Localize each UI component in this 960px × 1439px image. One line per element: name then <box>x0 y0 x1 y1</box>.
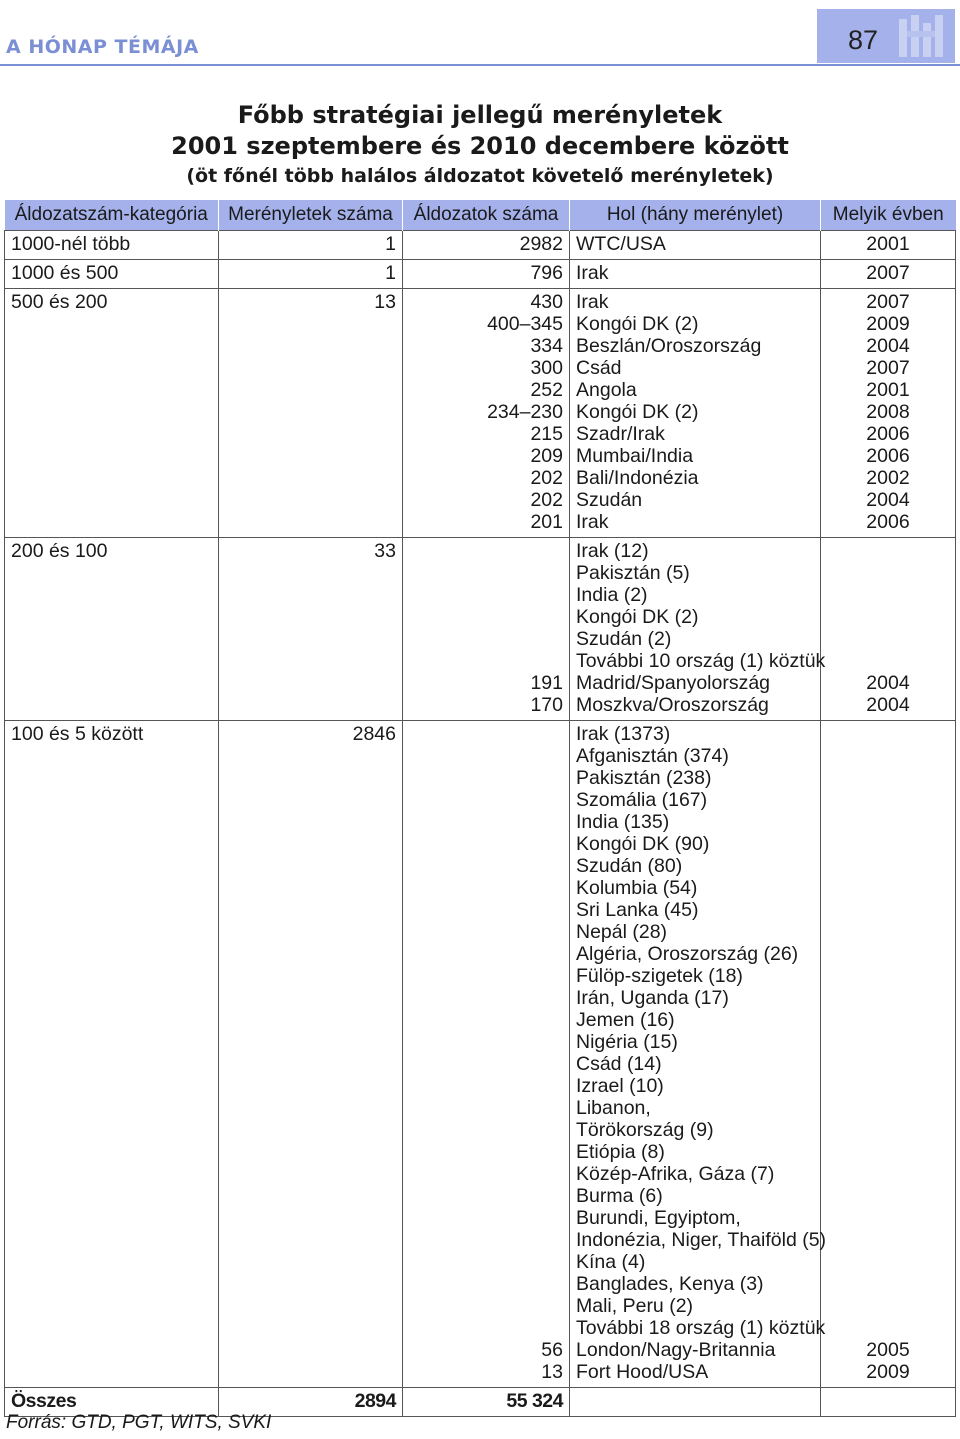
victims-value: 170 <box>530 694 563 716</box>
place-entry: Csád (14) <box>576 1053 662 1075</box>
years-cell <box>821 538 956 721</box>
table-body <box>5 231 956 1388</box>
year-value <box>827 855 949 877</box>
victims-value <box>409 943 563 965</box>
year-value <box>827 965 949 987</box>
table-row <box>5 289 956 538</box>
year-value: 2006 <box>866 445 910 467</box>
table-row <box>5 721 956 1388</box>
year-value: 2009 <box>866 313 910 335</box>
place-entry: Irak <box>576 262 609 284</box>
victims-cell <box>403 538 570 721</box>
place-entry: Irak <box>576 291 609 313</box>
place-entry: Kongói DK (90) <box>576 833 710 855</box>
victims-value: 2982 <box>519 233 563 255</box>
victims-cell <box>403 260 570 289</box>
year-value <box>827 1163 949 1185</box>
victims-value <box>409 811 563 833</box>
year-value <box>827 921 949 943</box>
total-places <box>570 1388 821 1417</box>
place-entry: Kolumbia (54) <box>576 877 698 899</box>
attack-count-cell: 1 <box>219 260 403 289</box>
table-row <box>5 260 956 289</box>
year-value: 2007 <box>866 291 910 313</box>
place-entry: Irán, Uganda (17) <box>576 987 729 1009</box>
place-entry: Szudán (80) <box>576 855 683 877</box>
year-value <box>827 562 949 584</box>
place-entry: Kína (4) <box>576 1251 646 1273</box>
attack-count-cell: 2846 <box>219 721 403 1388</box>
victims-cell <box>403 721 570 1388</box>
place-entry: Izrael (10) <box>576 1075 664 1097</box>
year-value <box>827 1097 949 1119</box>
attack-count-cell: 1 <box>219 231 403 260</box>
year-value <box>827 789 949 811</box>
years-cell <box>821 260 956 289</box>
place-entry: London/Nagy-Britannia <box>576 1339 776 1361</box>
place-entry: Burma (6) <box>576 1185 663 1207</box>
table-header-row <box>5 200 956 231</box>
place-entry: Irak (1373) <box>576 723 671 745</box>
victims-value <box>409 1317 563 1339</box>
year-value <box>827 833 949 855</box>
victims-value <box>409 1273 563 1295</box>
category-cell: 500 és 200 <box>5 289 219 538</box>
col-header-victims: Áldozatok száma <box>403 200 570 231</box>
col-header-count: Merényletek száma <box>219 200 403 231</box>
place-entry: Jemen (16) <box>576 1009 675 1031</box>
place-entry: Törökország (9) <box>576 1119 714 1141</box>
victims-value: 191 <box>530 672 563 694</box>
attack-count-cell: 13 <box>219 289 403 538</box>
place-entry: Mumbai/India <box>576 445 694 467</box>
victims-value: 202 <box>530 489 563 511</box>
section-label: A HÓNAP TÉMÁJA <box>6 36 199 58</box>
victims-cell <box>403 289 570 538</box>
places-cell <box>570 260 821 289</box>
victims-value: 796 <box>530 262 563 284</box>
place-entry: Kongói DK (2) <box>576 313 699 335</box>
victims-value <box>409 1163 563 1185</box>
category-cell: 200 és 100 <box>5 538 219 721</box>
year-value <box>827 1207 949 1229</box>
year-value <box>827 1251 949 1273</box>
place-entry: Mali, Peru (2) <box>576 1295 694 1317</box>
year-value: 2004 <box>866 694 910 716</box>
year-value <box>827 1031 949 1053</box>
place-entry: Algéria, Oroszország (26) <box>576 943 799 965</box>
total-count: 2894 <box>219 1388 403 1417</box>
victims-cell <box>403 231 570 260</box>
place-entry: Csád <box>576 357 622 379</box>
place-entry: Irak <box>576 511 609 533</box>
page-number: 87 <box>848 25 879 55</box>
year-value <box>827 1053 949 1075</box>
attacks-table-wrapper <box>4 200 955 1417</box>
place-entry: Moszkva/Oroszország <box>576 694 769 716</box>
year-value <box>827 540 949 562</box>
victims-value: 400–345 <box>487 313 563 335</box>
table-row <box>5 538 956 721</box>
place-entry: WTC/USA <box>576 233 666 255</box>
victims-value <box>409 899 563 921</box>
victims-value <box>409 877 563 899</box>
attacks-table <box>4 200 956 1417</box>
year-value <box>827 1295 949 1317</box>
total-victims: 55 324 <box>403 1388 570 1417</box>
year-value: 2002 <box>866 467 910 489</box>
title-period: 2001 szeptembere és 2010 decembere között <box>171 132 789 160</box>
place-entry: Beszlán/Oroszország <box>576 335 762 357</box>
table-row <box>5 231 956 260</box>
year-value <box>827 987 949 1009</box>
year-value <box>827 1009 949 1031</box>
category-cell: 100 és 5 között <box>5 721 219 1388</box>
place-entry: Irak (12) <box>576 540 649 562</box>
year-value: 2008 <box>866 401 910 423</box>
place-entry: Szomália (167) <box>576 789 708 811</box>
year-value <box>827 723 949 745</box>
year-value <box>827 628 949 650</box>
victims-value <box>409 1075 563 1097</box>
victims-value: 13 <box>541 1361 563 1383</box>
victims-value <box>409 1009 563 1031</box>
place-entry: Pakisztán (238) <box>576 767 712 789</box>
victims-value <box>409 1031 563 1053</box>
victims-value: 209 <box>530 445 563 467</box>
victims-value <box>409 965 563 987</box>
victims-value <box>409 1207 563 1229</box>
year-value: 2007 <box>866 357 910 379</box>
title-note: (öt főnél több halálos áldozatot követelő merényletek) <box>186 165 774 187</box>
place-entry: India (2) <box>576 584 648 606</box>
total-label: Összes <box>5 1388 219 1417</box>
col-header-places: Hol (hány merénylet) <box>570 200 821 231</box>
place-entry: Közép-Afrika, Gáza (7) <box>576 1163 775 1185</box>
victims-value: 56 <box>541 1339 563 1361</box>
victims-value <box>409 584 563 606</box>
victims-value: 334 <box>530 335 563 357</box>
place-entry: Nepál (28) <box>576 921 668 943</box>
years-cell <box>821 231 956 260</box>
year-value <box>827 584 949 606</box>
victims-value <box>409 650 563 672</box>
year-value <box>827 650 949 672</box>
victims-value <box>409 628 563 650</box>
source-note: Forrás: GTD, PGT, WITS, SVKI <box>6 1412 272 1433</box>
col-header-years: Melyik évben <box>821 200 956 231</box>
victims-value <box>409 1185 563 1207</box>
victims-value <box>409 987 563 1009</box>
year-value: 2001 <box>866 233 910 255</box>
year-value: 2007 <box>866 262 910 284</box>
places-cell <box>570 721 827 1388</box>
victims-value <box>409 1053 563 1075</box>
year-value <box>827 877 949 899</box>
main-title: Főbb stratégiai jellegű merényletek <box>237 101 723 129</box>
place-entry: Pakisztán (5) <box>576 562 690 584</box>
years-cell <box>821 289 956 538</box>
year-value <box>827 811 949 833</box>
year-value: 2005 <box>866 1339 910 1361</box>
year-value: 2006 <box>866 423 910 445</box>
year-value <box>827 745 949 767</box>
place-entry: További 10 ország (1) köztük <box>576 650 826 672</box>
page-number-box <box>817 9 955 63</box>
total-years <box>821 1388 956 1417</box>
year-value <box>827 943 949 965</box>
victims-value <box>409 789 563 811</box>
victims-value: 252 <box>530 379 563 401</box>
victims-value: 300 <box>530 357 563 379</box>
places-cell <box>570 231 821 260</box>
year-value <box>827 1273 949 1295</box>
places-cell <box>570 289 821 538</box>
places-cell <box>570 538 826 721</box>
publication-logo-icon <box>897 13 951 61</box>
place-entry: Fülöp-szigetek (18) <box>576 965 743 987</box>
category-cell: 1000 és 500 <box>5 260 219 289</box>
victims-value <box>409 540 563 562</box>
place-entry: Indonézia, Niger, Thaiföld (5) <box>576 1229 827 1251</box>
year-value <box>827 1141 949 1163</box>
years-cell <box>821 721 956 1388</box>
place-entry: Libanon, <box>576 1097 651 1119</box>
victims-value <box>409 606 563 628</box>
header-rule <box>0 64 960 66</box>
victims-value <box>409 562 563 584</box>
place-entry: Angola <box>576 379 637 401</box>
year-value: 2006 <box>866 511 910 533</box>
victims-value <box>409 1251 563 1273</box>
col-header-category: Áldozatszám-kategória <box>5 200 219 231</box>
place-entry: Sri Lanka (45) <box>576 899 699 921</box>
place-entry: Burundi, Egyiptom, <box>576 1207 741 1229</box>
place-entry: Fort Hood/USA <box>576 1361 709 1383</box>
year-value <box>827 1119 949 1141</box>
place-entry: Nigéria (15) <box>576 1031 678 1053</box>
place-entry: Kongói DK (2) <box>576 606 699 628</box>
place-entry: India (135) <box>576 811 670 833</box>
table-titles <box>0 100 960 190</box>
victims-value <box>409 833 563 855</box>
year-value: 2001 <box>866 379 910 401</box>
year-value <box>827 767 949 789</box>
attack-count-cell: 33 <box>219 538 403 721</box>
place-entry: Banglades, Kenya (3) <box>576 1273 764 1295</box>
victims-value: 202 <box>530 467 563 489</box>
victims-value <box>409 1229 563 1251</box>
year-value: 2004 <box>866 489 910 511</box>
victims-value <box>409 921 563 943</box>
place-entry: Szadr/Irak <box>576 423 665 445</box>
year-value <box>827 1317 949 1339</box>
victims-value: 430 <box>530 291 563 313</box>
victims-value: 215 <box>530 423 563 445</box>
victims-value <box>409 767 563 789</box>
place-entry: Bali/Indonézia <box>576 467 699 489</box>
victims-value <box>409 1141 563 1163</box>
place-entry: Szudán <box>576 489 643 511</box>
victims-value <box>409 1295 563 1317</box>
year-value <box>827 899 949 921</box>
place-entry: Madrid/Spanyolország <box>576 672 771 694</box>
year-value <box>827 1075 949 1097</box>
place-entry: Szudán (2) <box>576 628 672 650</box>
victims-value <box>409 855 563 877</box>
year-value <box>827 1229 949 1251</box>
place-entry: Etiópia (8) <box>576 1141 665 1163</box>
category-cell: 1000-nél több <box>5 231 219 260</box>
victims-value <box>409 723 563 745</box>
year-value <box>827 1185 949 1207</box>
year-value: 2009 <box>866 1361 910 1383</box>
victims-value <box>409 1097 563 1119</box>
year-value <box>827 606 949 628</box>
victims-value <box>409 745 563 767</box>
victims-value: 234–230 <box>487 401 563 423</box>
year-value: 2004 <box>866 335 910 357</box>
victims-value <box>409 1119 563 1141</box>
victims-value: 201 <box>530 511 563 533</box>
page-header <box>0 0 960 66</box>
place-entry: Afganisztán (374) <box>576 745 729 767</box>
year-value: 2004 <box>866 672 910 694</box>
place-entry: További 18 ország (1) köztük <box>576 1317 826 1339</box>
place-entry: Kongói DK (2) <box>576 401 699 423</box>
